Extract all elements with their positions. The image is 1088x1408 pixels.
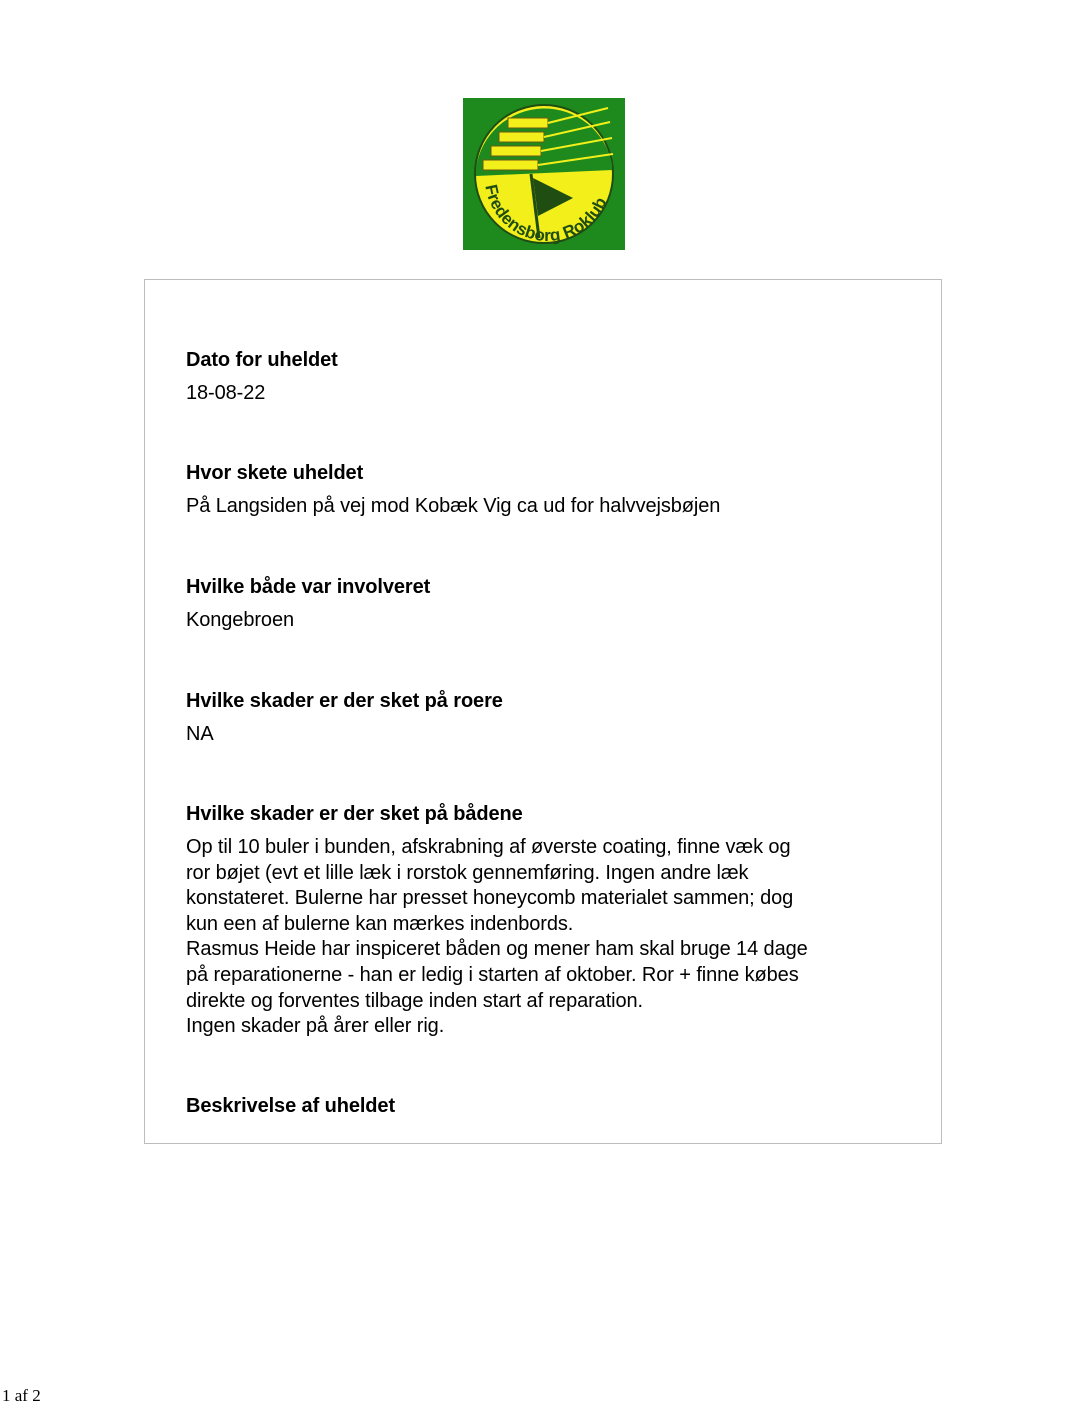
section-value: Kongebroen [186,609,294,631]
section-location [186,461,906,520]
section-heading: Hvor skete uheldet [186,462,364,484]
section-heading: Beskrivelse af uheldet [186,1095,396,1117]
section-line: ror bøjet (evt et lille læk i rorstok gennemføring. Ingen andre læk [186,861,749,884]
section-heading: Hvilke skader er der sket på roere [186,690,503,712]
section-line: konstateret. Bulerne har presset honeycomb materialet sammen; dog [186,887,794,910]
section-description [186,1094,906,1118]
section-date [186,348,906,407]
section-line: direkte og forventes tilbage inden start af reparation. [186,989,644,1012]
section-value: På Langsiden på vej mod Kobæk Vig ca ud for halvvejsbøjen [186,495,721,517]
report-form [144,279,942,1144]
section-line: kun een af bulerne kan mærkes indenbords. [186,912,574,935]
svg-text:Fredensborg Roklub: Fredensborg Roklub [481,182,611,246]
section-line: Op til 10 buler i bunden, afskrabning af øverste coating, finne væk og [186,836,791,858]
section-value: 18-08-22 [186,382,266,404]
section-value: NA [186,723,214,745]
section-line: Ingen skader på årer eller rig. [186,1015,445,1038]
section-line: Rasmus Heide har inspiceret båden og mener ham skal bruge 14 dage [186,938,808,961]
section-boat-damage [186,802,906,1040]
club-logo [463,98,625,250]
section-heading: Dato for uheldet [186,349,338,371]
section-rower-injuries [186,689,906,748]
section-line: på reparationerne - han er ledig i starten af oktober. Ror + finne købes [186,963,799,986]
section-heading: Hvilke skader er der sket på bådene [186,803,523,825]
section-heading: Hvilke både var involveret [186,576,431,598]
section-boats [186,575,906,634]
page-number: 1 af 2 [2,1386,41,1405]
